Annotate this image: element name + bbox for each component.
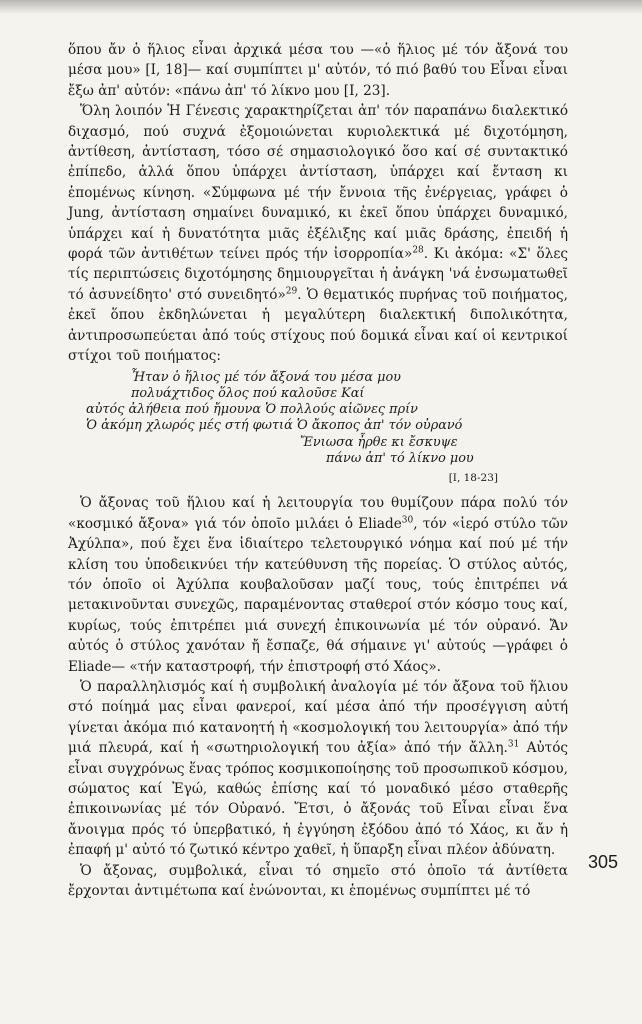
- paragraph-2-text: Ὅλη λοιπόν Ἡ Γένεσις χαρακτηρίζεται ἀπ' τόν παραπάνω διαλεκτικό διχασμό, πού συχνά ἐξομοιώνεται κυριολεκτικά μέ διχοτόμηση, ἀντίθεση, ἀντίσταση, τόσο σέ σημασιολογικό ὅσο καί σέ συντακτικό ἐπίπεδο, ἀλλά ὅπου ὑπάρχει ἀντίσταση, ὑπάρχει καί ἔνταση κι ἑπομένως κίνηση. «Σύμφωνα μέ τήν ἔννοια τῆς ἐνέργειας, γράφει ὁ Jung, ἀντίσταση σημαίνει δυναμικό, κι ἐκεῖ ὅπου ὑπάρχει δυναμικό, ὑπάρχει καί ἡ δυνατότητα μιᾶς ἐξέλιξης καί μιᾶς δράσης, ἐπειδή ἡ φορά τῶν ἀντιθέτων τείνει πρός τήν ἰσορροπία»: [68, 103, 568, 263]
- paragraph-3-text: Ὁ ἄξονας τοῦ ἥλιου καί ἡ λειτουργία του θυμίζουν πάρα πολύ τόν «κοσμικό ἄξονα» γιά τόν ὁποῖο μιλάει ὁ Eliade: [68, 495, 568, 532]
- paragraph-2: [68, 101, 568, 366]
- paragraph-2-text-cont2: . Ὁ θεματικός πυρήνας τοῦ ποιήματος, ἐκεῖ ὅπου ἐκδηλώνεται ἡ μεγαλύτερη διαλεκτική διπολικότητα, ἀντιπροσωπεύεται ἀπό τούς στίχους πού δομικά εἶναι καί οἱ κεντρικοί στίχοι τοῦ ποιήματος:: [68, 286, 568, 365]
- footnote-ref-28: 28: [412, 245, 424, 256]
- poem-line: Ἔνιωσα ἦρθε κι ἔσκυψε: [300, 434, 458, 450]
- poem-line: πάνω ἀπ' τό λίκνο μου: [326, 450, 474, 466]
- poem-line: Ὁ ἀκόμη χλωρός μές στή φωτιά Ὁ ἄκοπος ἀπ' τόν οὐρανό: [86, 418, 463, 434]
- footnote-ref-29: 29: [285, 286, 298, 297]
- poem-line: αὐτός ἀλήθεια πού ἤμουνα Ὁ πολλούς αἰῶνες πρίν: [86, 402, 418, 418]
- poem-reference: [Ι, 18-23]: [448, 472, 498, 485]
- paragraph-4-text-cont: Αὐτός εἶναι συγχρόνως ἕνας τρόπος κοσμικοποίησης τοῦ προσωπικοῦ κόσμου, σώματος καί Ἐγώ, καθώς ἐπίσης καί τό μοναδικό μέσο σταθερῆς ἐπικοινωνίας μέ τόν Οὐρανό. Ἔτσι, ὁ ἄξονάς τοῦ Εἶναι εἶναι ἕνα ἄνοιγμα πρός τό ὑπερβατικό, ἡ ἐγγύηση ἐξόδου ἀπό τό Χάος, κι ἄν ἡ ἐπαφή μ' αὐτό τό ζωτικό κέντρο χαθεῖ, ἡ ὕπαρξη εἶναι πλέον ἀδύνατη.: [68, 740, 568, 859]
- paragraph-5: Ὁ ἄξονας, συμβολικά, εἶναι τό σημεῖο στό ὁποῖο τά ἀντίθετα ἔρχονται ἀντιμέτωπα καί ἑνώνονται, κι ἑπομένως συμπίπτει μέ τό: [68, 862, 568, 899]
- page-body: [68, 40, 568, 901]
- paragraph-2-text-cont: . Κι ἀκόμα: «Σ' ὅλες τίς περιπτώσεις διχοτόμησης δημιουργεῖται ἡ ἀνάγκη 'νά ἐνσωματωθεῖ τό ἀσυνείδητο' στό συνειδητό»: [68, 246, 568, 303]
- footnote-ref-30: 30: [401, 515, 414, 526]
- poem-quote: [86, 370, 496, 468]
- scan-top-edge: [0, 0, 642, 14]
- poem-line: πολυάχτιδος ὅλος πού καλοῦσε Καί: [131, 385, 365, 401]
- paragraph-3-text-cont: , τόν «ἱερό στύλο τῶν Ἀχύλπα», πού ἔχει ἕνα ἰδιαίτερο τελετουργικό νόημα καί πού μέ τήν κλίση του ὑποδεικνύει τήν κατεύθυνση τῆς πορείας. Ὁ στύλος αὐτός, τόν ὁποῖο οἱ Ἀχύλπα κουβαλοῦσαν μαζί τους, τούς ἐπιτρέπει νά μετακινοῦνται συνεχῶς, παραμένοντας σταθεροί στόν κόσμο τους καί, κυρίως, τούς ἐπιτρέπει μιά συνεχή ἐπικοινωνία μέ τόν οὐρανό. Ἄν αὐτός ὁ στύλος χανόταν ἤ ἔσπαζε, θά σήμαινε γι' αὐτούς —γράφει ὁ Eliade— «τήν καταστροφή, τήν ἐπιστροφή στό Χάος».: [68, 515, 569, 675]
- paragraph-1: ὅπου ἄν ὁ ἥλιος εἶναι ἀρχικά μέσα του —«ὁ ἥλιος μέ τόν ἄξονά του μέσα μου» [Ι, 18]— καί συμπίπτει μ' αὐτόν, τό πιό βαθύ του Εἶναι εἶναι ἔξω ἀπ' αὐτόν: «πάνω ἀπ' τό λίκνο μου [Ι, 23].: [68, 42, 568, 99]
- paragraph-3: [68, 493, 568, 677]
- poem-line: Ἦταν ὁ ἥλιος μέ τόν ἄξονά του μέσα μου: [131, 369, 401, 385]
- paragraph-4: [68, 677, 568, 861]
- page-number: 305: [588, 852, 619, 872]
- footnote-ref-31: 31: [507, 739, 520, 750]
- paragraph-4-text: Ὁ παραλληλισμός καί ἡ συμβολική ἀναλογία μέ τόν ἄξονα τοῦ ἥλιου στό ποίημά μας εἶναι φανεροί, καί μέσα ἀπό τήν προσέγγιση αὐτή γίνεται ἀκόμα πιό κατανοητή ἡ «κοσμολογική του λειτουργία» ἀπό τήν μιά πλευρά, καί ἡ «σωτηριολογική του ἀξία» ἀπό τήν ἄλλη.: [68, 678, 568, 757]
